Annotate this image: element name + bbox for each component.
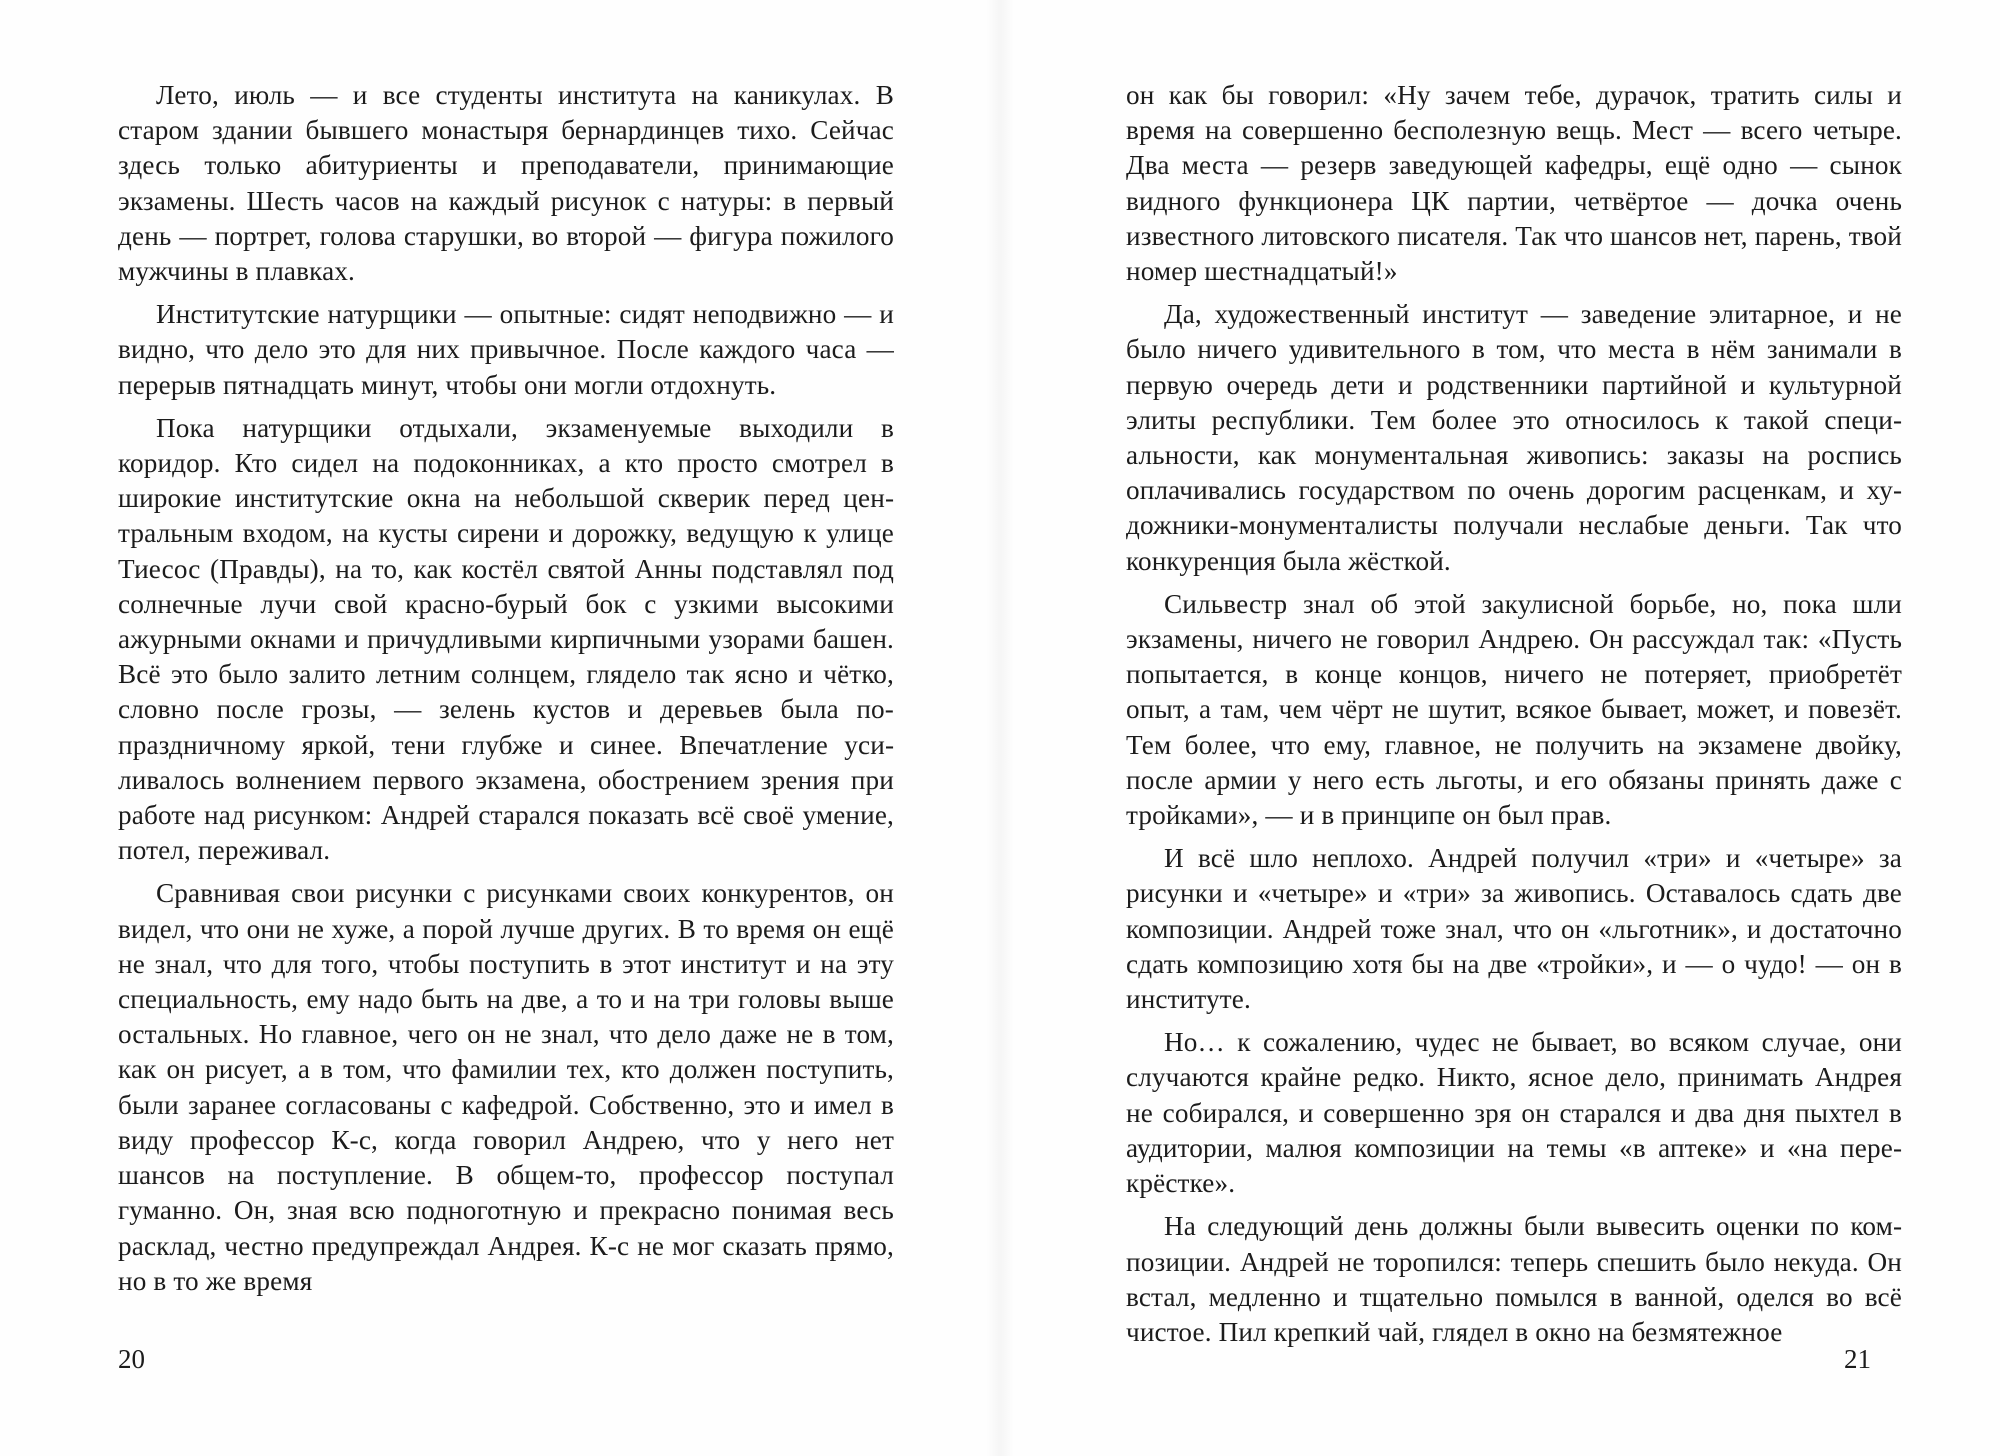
paragraph: На следующий день должны были вывесить оценки по композиции. Андрей не торопился: теперь спешить было некуда. Он встал, медленно и тщательно помылся в ванной, оделся во всё чистое. Пил крепкий чай, глядел в окно на безмятежное: [1126, 1211, 1902, 1347]
left-page: [118, 78, 894, 1299]
paragraph: Институтские натурщики — опытные: сидят неподвижно — и видно, что дело это для них привычное. После каждого часа — перерыв пятнадцать минут, чтобы они могли отдохнуть.: [118, 299, 894, 400]
paragraph: Сильвестр знал об этой закулисной борьбе, но, пока шли экзамены, ничего не говорил Андрею. Он рассуждал так: «Пусть попытается, в конце концов, ничего не потеряет, приобретёт опыт, а там, чем чёрт не шутит, всякое бывает, может, и повезёт. Тем более, что ему, главное, не получить на экзамене двойку, после армии у него есть льготы, и его обязаны принять даже с тройками», — и в принципе он был прав.: [1126, 588, 1902, 831]
paragraph: Пока натурщики отдыхали, экзаменуемые выходили в коридор. Кто сидел на подоконниках, а кто просто смотрел в широкие институтские окна на небольшой скверик перед центральным входом, на кусты сирени и дорожку, ведущую к улице Тиесос (Правды), на то, как костёл святой Анны подставлял под солнечные лучи свой красно-бурый бок с узкими высокими ажурными окнами и причудливыми кирпичными узорами башен. Всё это было залито летним солнцем, глядело так ясно и чётко, словно после грозы, — зелень кустов и деревьев была по-праздничному яркой, тени глубже и синее. Впечатление усиливалось волнением первого экзамена, обострением зрения при работе над рисунком: Андрей старался показать всё своё умение, потел, переживал.: [118, 412, 894, 866]
paragraph: Но… к сожалению, чудес не бывает, во всяком случае, они случаются крайне редко. Никто, ясное дело, принимать Андрея не собирался, и совершенно зря он старался и два дня пыхтел в аудитории, малюя композиции на темы «в аптеке» и «на перекрёстке».: [1126, 1027, 1902, 1199]
right-page: [1126, 78, 1902, 1350]
paragraph: И всё шло неплохо. Андрей получил «три» и «четыре» за рисунки и «четыре» и «три» за живопись. Оставалось сдать две композиции. Андрей тоже знал, что он «льготник», и достаточно сдать композицию хотя бы на две «тройки», и — о чудо! — он в институте.: [1126, 843, 1902, 1015]
book-gutter: [986, 0, 1014, 1456]
paragraph: Да, художественный институт — заведение элитарное, и не было ничего удивительного в том, что места в нём занимали в первую очередь дети и родственники партийной и культурной элиты республики. Тем более это относилось к такой специальности, как монументальная живопись: заказы на роспись оплачивались государством по очень дорогим расценкам, и художники-монументалисты получали неслабые деньги. Так что конкуренция была жёсткой.: [1126, 299, 1902, 576]
paragraph: Лето, июль — и все студенты института на каникулах. В старом здании бывшего монастыря бернардинцев тихо. Сейчас здесь только абитуриенты и преподаватели, принимающие экзамены. Шесть часов на каждый рисунок с натуры: в первый день — портрет, голова старушки, во второй — фигура пожилого мужчины в плавках.: [118, 80, 894, 287]
paragraph: Сравнивая свои рисунки с рисунками своих конкурентов, он видел, что они не хуже, а порой лучше других. В то время он ещё не знал, что для того, чтобы поступить в этот институт и на эту специальность, ему надо быть на две, а то и на три головы выше остальных. Но главное, чего он не знал, что дело даже не в том, как он рисует, а в том, что фамилии тех, кто должен поступить, были заранее согласованы с кафедрой. Собственно, это и имел в виду профессор К-с, когда говорил Андрею, что у него нет шансов на поступление. В общем-то, профессор поступал гуманно. Он, зная всю подноготную и прекрасно понимая весь расклад, честно предупреждал Андрея. К-с не мог сказать прямо, но в то же время: [118, 878, 894, 1296]
paragraph-continued: он как бы говорил: «Ну зачем тебе, дурачок, тратить силы и время на совершенно бесполезную вещь. Мест — всего четыре. Два места — резерв заведующей кафедры, ещё одно — сынок видного функционера ЦК партии, четвёртое — дочка очень известного литовского писателя. Так что шансов нет, парень, твой номер шестнадцатый!»: [1126, 80, 1902, 287]
page-number-left: 20: [118, 1344, 145, 1374]
page-number-right: 21: [1844, 1344, 1871, 1374]
